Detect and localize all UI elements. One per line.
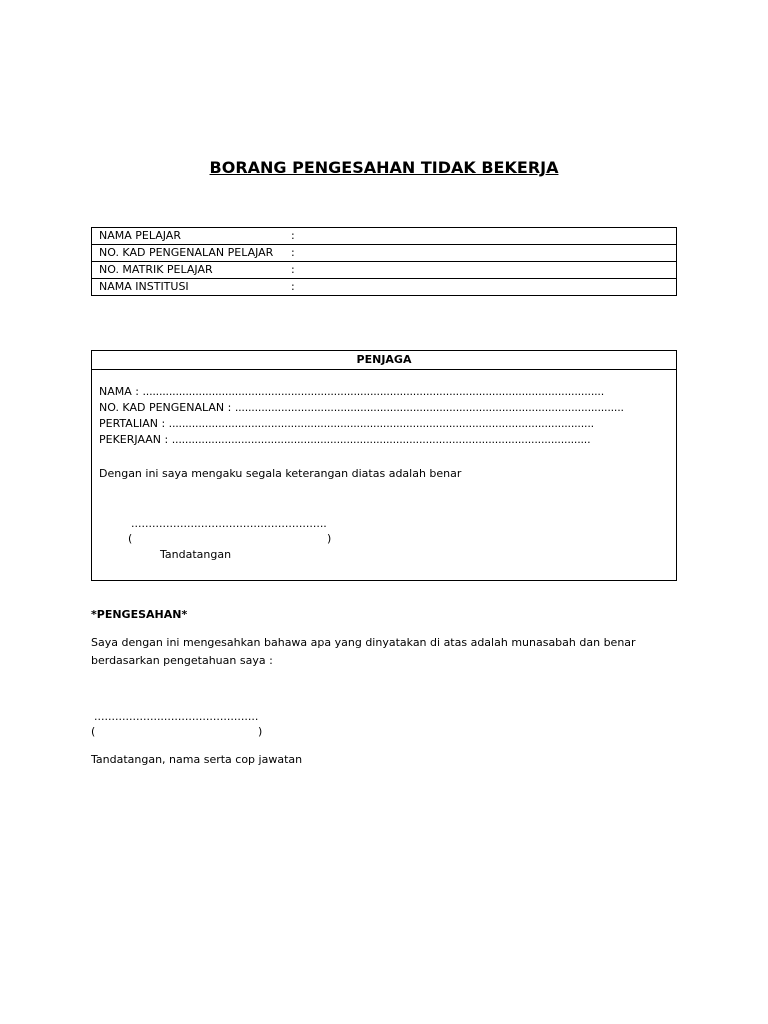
- guardian-ic-label: NO. KAD PENGENALAN :: [99, 401, 232, 414]
- guardian-relation-label: PERTALIAN :: [99, 417, 166, 430]
- guardian-ic-dots: ......................................................................................................................: [234, 401, 624, 414]
- endorsement-signature-label: Tandatangan, nama serta cop jawatan: [91, 753, 303, 766]
- student-ic-colon: :: [291, 246, 295, 259]
- guardian-section: [91, 350, 677, 581]
- student-name-label: NAMA PELAJAR: [99, 229, 181, 242]
- guardian-name-dots: ............................................................................................................................................: [142, 385, 605, 398]
- guardian-paren-close: ): [327, 532, 332, 545]
- table-row: [92, 262, 677, 279]
- guardian-name-field: [99, 385, 604, 399]
- institution-label: NAMA INSTITUSI: [99, 280, 189, 293]
- student-matric-cell: [92, 262, 677, 279]
- student-name-colon: :: [291, 229, 295, 242]
- table-row: [92, 279, 677, 296]
- guardian-ic-field: [99, 401, 624, 415]
- student-info-table: [91, 227, 677, 296]
- guardian-relation-dots: .................................................................................................................................: [168, 417, 594, 430]
- endorsement-signature-line: ...............................................: [94, 710, 259, 723]
- student-name-cell: [92, 228, 677, 245]
- guardian-occupation-label: PEKERJAAN :: [99, 433, 169, 446]
- guardian-occupation-field: [99, 433, 590, 447]
- guardian-header: PENJAGA: [92, 351, 676, 370]
- guardian-signature-label: Tandatangan: [160, 548, 232, 561]
- endorsement-heading: *PENGESAHAN*: [91, 608, 188, 621]
- student-ic-label: NO. KAD PENGENALAN PELAJAR: [99, 246, 274, 259]
- table-row: [92, 245, 677, 262]
- guardian-occupation-dots: ...............................................................................................................................: [171, 433, 591, 446]
- guardian-name-label: NAMA :: [99, 385, 139, 398]
- student-matric-colon: :: [291, 263, 295, 276]
- student-ic-cell: [92, 245, 677, 262]
- endorsement-paren-close: ): [258, 725, 263, 738]
- student-matric-label: NO. MATRIK PELAJAR: [99, 263, 213, 276]
- guardian-relation-field: [99, 417, 594, 431]
- guardian-statement: Dengan ini saya mengaku segala keterangan diatas adalah benar: [99, 467, 462, 480]
- endorsement-text: Saya dengan ini mengesahkan bahawa apa yang dinyatakan di atas adalah munasabah dan benar berdasarkan pengetahuan saya :: [91, 636, 636, 667]
- institution-cell: [92, 279, 677, 296]
- institution-colon: :: [291, 280, 295, 293]
- document-title: BORANG PENGESAHAN TIDAK BEKERJA: [209, 158, 559, 177]
- table-row: [92, 228, 677, 245]
- guardian-signature-line: ........................................................: [131, 517, 327, 530]
- endorsement-paren-open: (: [91, 725, 96, 738]
- guardian-paren-open: (: [128, 532, 133, 545]
